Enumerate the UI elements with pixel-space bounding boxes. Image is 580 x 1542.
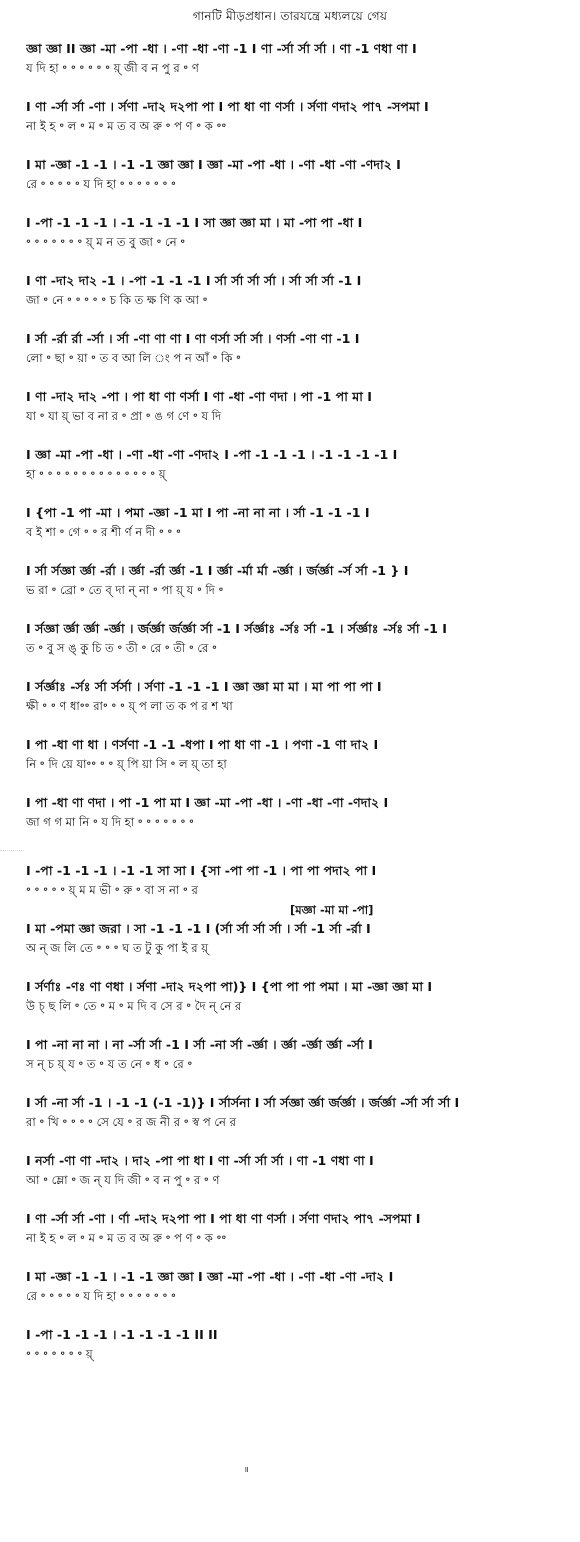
notation-line-7 [0, 388, 580, 446]
notation-line-16 [0, 920, 580, 978]
swara-row: I -পা -1 -1 -1 । -1 -1 সা সা I {সা -পা পা -1 । পা পা পদা২ পা I [26, 863, 377, 878]
lyrics-row: রা ॰ খি ॰ ॰ ॰ ॰ সে যে ॰ র জ নী র ॰ স্ব প নে র [26, 1115, 236, 1129]
notation-line-6 [0, 330, 580, 388]
swara-row: I র্সজ্ঞা র্জ্ঞা র্জ্ঞা -র্জ্ঞা । র্জর্জ্ঞা র্জর্জ্ঞা র্সা -1 I র্সর্জ্ঞাঃ -র্সঃ র্সা -1 । র্সর্জ্ঞাঃ -র্সঃ র্সা -1 I [26, 621, 447, 636]
swara-row: I মা -জ্ঞা -1 -1 । -1 -1 জ্ঞা জ্ঞা I জ্ঞা -মা -পা -ধা । -ণা -ধা -ণা -ণদা২ I [26, 157, 401, 172]
notation-line-13 [0, 736, 580, 794]
lyrics-row: স ন্ চ য়্ য ॰ ত ॰ য ত নে ॰ ধ ॰ রে ॰ [26, 1057, 193, 1071]
end-mark: ॥ [244, 1465, 249, 1474]
swara-row: I মা -পমা জ্ঞা জরা । সা -1 -1 -1 I (র্সা র্সা র্সা র্সা । র্সা -1 র্সা -র্রা I [26, 921, 371, 936]
notation-line-5 [0, 272, 580, 330]
notation-line-10 [0, 562, 580, 620]
swara-row: I জ্ঞা -মা -পা -ধা । -ণা -ধা -ণা -ণদা২ I -পা -1 -1 -1 । -1 -1 -1 -1 I [26, 447, 398, 462]
lyrics-row: ॰ ॰ ॰ ॰ ॰ ॰ ॰ য়্ [26, 1347, 93, 1361]
notation-line-1 [0, 40, 580, 98]
lyrics-row: জা গ গ মা নি ॰ য দি হা ॰ ॰ ॰ ॰ ॰ ॰ ॰ [26, 815, 194, 829]
notation-line-21 [0, 1210, 580, 1268]
swara-row: I র্সর্জ্ঞাঃ -র্সঃ র্সা র্সর্সা । র্সণা -1 -1 -1 I জ্ঞা জ্ঞা মা মা । মা পা পা পা I [26, 679, 382, 694]
swara-row: I ণা -দা২ দা২ -1 । -পা -1 -1 -1 I র্সা র্সা র্সা র্সা । র্সা র্সা র্সা -1 I [26, 273, 362, 288]
swara-row: I র্সর্ণাঃ -ণঃ ণা ণধা । র্সণা -দা২ দ২পা পা)} I {পা পা পা পমা । মা -জ্ঞা জ্ঞা মা I [26, 979, 433, 994]
swara-row: I র্সা -না র্সা -1 । -1 -1 (-1 -1)} I র্সার্সনা I র্সা র্সজ্ঞা র্জ্ঞা র্জর্জ্ঞা । র্জর্জ্ঞা -র্সা র্সা র্সা I [26, 1095, 460, 1110]
notation-lines [0, 40, 580, 1384]
lyrics-row: ॰ ॰ ॰ ॰ ॰ য়্ ম ম ভী ॰ রু ॰ বা স না ॰ র [26, 883, 198, 897]
notation-line-4 [0, 214, 580, 272]
swara-row: I পা -ধা ণা ধা । ণর্সণা -1 -1 -ধপা I পা ধা ণা -1 । পণা -1 ণা দা২ I [26, 737, 379, 752]
lyrics-row: জা ॰ নে ॰ ॰ ॰ ॰ ॰ চ কি ত ক্ষ ণি ক আ ॰ [26, 293, 208, 307]
lyrics-row: রে ॰ ॰ ॰ ॰ ॰ য দি হা ॰ ॰ ॰ ॰ ॰ ॰ ॰ [26, 1289, 176, 1303]
notation-line-11 [0, 620, 580, 678]
swara-row: I পা -ধা ণা ণদা । পা -1 পা মা I জ্ঞা -মা -পা -ধা । -ণা -ধা -ণা -ণদা২ I [26, 795, 389, 810]
notation-line-8 [0, 446, 580, 504]
lyrics-row: ত ॰ বু স ঙ্ কু চি ত ॰ তী ॰ রে ॰ তী ॰ রে ॰ [26, 641, 217, 655]
lyrics-row: ক্ষী ॰ ॰ ণ ধা॰॰ রা॰ ॰ ॰ য়্ প লা ত ক প র শ খা [26, 699, 233, 713]
lyrics-row: অ ন্ জ লি তে ॰ ॰ ॰ ঘ ত টু কু পা ই র য়্ [26, 941, 209, 955]
notation-line-2 [0, 98, 580, 156]
lyrics-row: ব ই শা ॰ গে ॰ ॰ র শী র্ণ ন দী ॰ ॰ ॰ [26, 525, 181, 539]
lyrics-row: নি ॰ দি য়ে যা॰॰ ॰ ॰ য়্ পি য়া সি ॰ ল য়্ তা হা [26, 757, 227, 771]
notation-line-20 [0, 1152, 580, 1210]
notation-line-12 [0, 678, 580, 736]
swara-row: I ণা -র্সা র্সা -ণা । র্সণা -দা২ দ২পা পা I পা ধা ণা ণর্সা । র্সণা ণদা২ পা৭ -সপমা I [26, 99, 429, 114]
lyrics-row: হা ॰ ॰ ॰ ॰ ॰ ॰ ॰ ॰ ॰ ॰ ॰ ॰ ॰ ॰ য়্ [26, 467, 166, 481]
lyrics-row: য দি হা ॰ ॰ ॰ ॰ ॰ ॰ য়্ জী ব ন পু র ॰ ণ [26, 61, 199, 75]
swara-row: I {পা -1 পা -মা । পমা -জ্ঞা -1 মা I পা -না না না । র্সা -1 -1 -1 I [26, 505, 370, 520]
lyrics-row: লো ॰ ছা ॰ য়া ॰ ত ব আ লি ং প ন আঁ ॰ কি ॰ [26, 351, 241, 365]
lyrics-row: না ই হ ॰ ল ॰ ম ॰ ম ত ব অ রু ॰ প ণ ॰ ক ॰॰ [26, 1231, 227, 1245]
lyrics-row: ভ রা ॰ ব্রো ॰ তে ব্ দা ন্ না ॰ পা য়্ য ॰ দি ॰ [26, 583, 224, 597]
swara-row: I ণা -দা২ দা২ -পা । পা ধা ণা ণর্সা I ণা -ধা -ণা ণদা । পা -1 পা মা I [26, 389, 372, 404]
notation-line-19 [0, 1094, 580, 1152]
lyrics-row: রে ॰ ॰ ॰ ॰ ॰ য দি হা ॰ ॰ ॰ ॰ ॰ ॰ ॰ [26, 177, 176, 191]
notation-line-22 [0, 1268, 580, 1326]
lyrics-row: আ ॰ ম্লো ॰ জ ন্ য দি জী ॰ ব ন পু ॰ র ॰ ণ [26, 1173, 220, 1187]
notation-line-17 [0, 978, 580, 1036]
lyrics-row: উ চ্ ছ লি ॰ তে ॰ ম ॰ ম দি ব সে র ॰ দৈ ন্ নে র [26, 999, 242, 1013]
swara-row: I নর্সা -ণা ণা -দা২ । দা২ -পা পা ধা I ণা -র্সা র্সা র্সা । ণা -1 ণধা ণা I [26, 1153, 374, 1168]
swara-row: I -পা -1 -1 -1 । -1 -1 -1 -1 I সা জ্ঞা জ্ঞা মা । মা -পা পা -ধা I [26, 215, 363, 230]
swara-row: I র্সা র্সজ্ঞা র্জ্ঞা -র্রা । র্জ্ঞা -র্রা র্জ্ঞা -1 I র্জ্ঞা -র্মা র্মা -র্জ্ঞা । র্জর্জ্ঞা -র্স র্সা -1 } I [26, 563, 409, 578]
lyrics-row: না ই হ ॰ ল ॰ ম ॰ ম ত ব অ রু ॰ প ণ ॰ ক ॰॰ [26, 119, 227, 133]
swara-row: I মা -জ্ঞা -1 -1 । -1 -1 জ্ঞা জ্ঞা I জ্ঞা -মা -পা -ধা । -ণা -ধা -ণা -দা২ I [26, 1269, 394, 1284]
notation-line-3 [0, 156, 580, 214]
swara-row: I ণা -র্সা র্সা -ণা । র্ণা -দা২ দ২পা পা I পা ধা ণা ণর্সা । র্সণা ণদা২ পা৭ -সপমা I [26, 1211, 421, 1226]
lyrics-row: ॰ ॰ ॰ ॰ ॰ ॰ ॰ য়্ ম ন ত বু জা ॰ নে ॰ [26, 235, 186, 249]
notation-line-18 [0, 1036, 580, 1094]
swara-row: I -পা -1 -1 -1 । -1 -1 -1 -1 II II [26, 1327, 218, 1342]
swara-row: জ্ঞা জ্ঞা II জ্ঞা -মা -পা -ধা । -ণা -ধা -ণা -1 I ণা -র্সা র্সা র্সা । ণা -1 ণধা ণা I [26, 41, 417, 56]
notation-line-9 [0, 504, 580, 562]
swara-row: I পা -না না না । না -র্সা র্সা -1 I র্সা -না র্সা -র্জ্ঞা । র্জ্ঞা -র্জ্ঞা র্জ্ঞা -র্সা I [26, 1037, 373, 1052]
lyrics-row: যা ॰ যা য়্ ভা ব না র ॰ প্রা ॰ ঙ গ ণে ॰ য দি [26, 409, 222, 423]
bracket-note: [মজ্ঞা -মা মা -পা] [290, 903, 374, 917]
page-title: গানটি মীড়প্রধান। তারযন্ত্রে মধ্যলয়ে গেয় [192, 9, 388, 23]
swara-row: I র্সা -র্রা র্রা -র্সা । র্সা -ণা ণা ণা I ণা ণর্সা র্সা র্সা । ণর্সা -ণা ণা -1 I [26, 331, 360, 346]
notation-line-23 [0, 1326, 580, 1384]
notation-line-14 [0, 794, 580, 852]
